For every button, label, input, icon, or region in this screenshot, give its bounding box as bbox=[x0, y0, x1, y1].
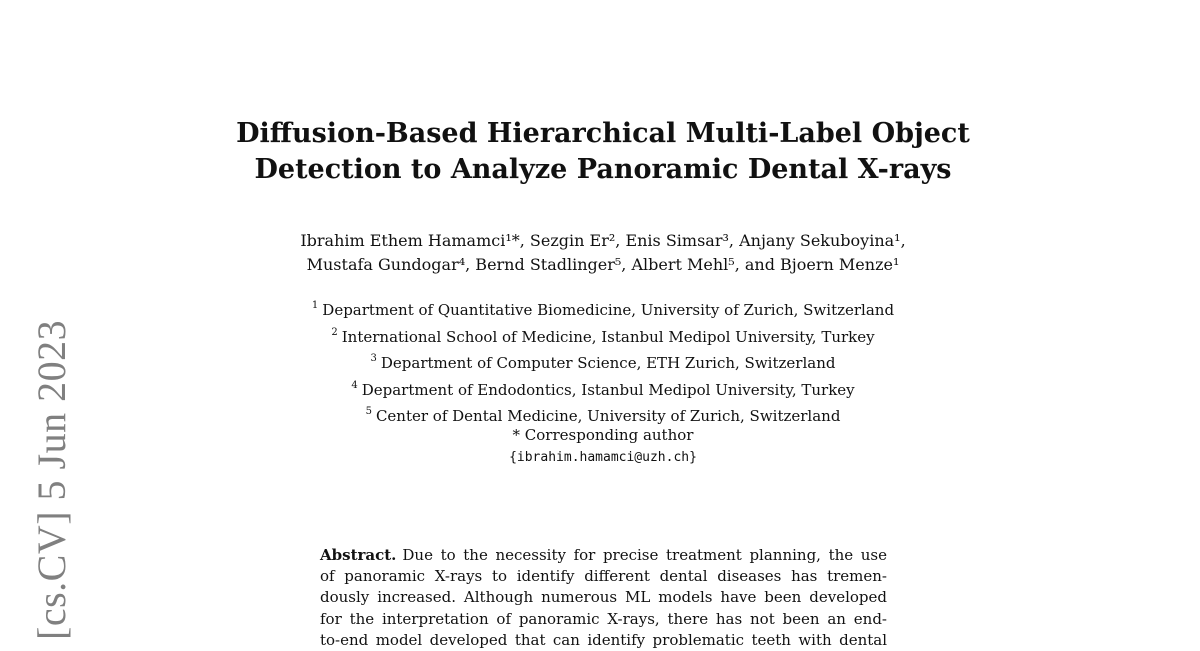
affiliation-2 bbox=[180, 322, 1026, 349]
abstract-line-3: dously increased. Although numerous ML models have been developed bbox=[320, 588, 887, 607]
arxiv-stamp: [cs.CV] 5 Jun 2023 bbox=[29, 319, 74, 640]
abstract-line-text: Due to the necessity for precise treatment planning, the use bbox=[402, 546, 887, 564]
abstract-heading: Abstract. bbox=[320, 546, 397, 564]
affiliation-number: 4 bbox=[351, 379, 358, 391]
affiliation-text: Department of Computer Science, ETH Zurich, Switzerland bbox=[380, 354, 836, 372]
affiliation-number: 2 bbox=[331, 326, 338, 338]
affiliation-text: Department of Endodontics, Istanbul Medipol University, Turkey bbox=[361, 380, 855, 399]
abstract-line-2: of panoramic X-rays to identify different dental diseases has tremen- bbox=[320, 567, 887, 586]
abstract-line-1 bbox=[320, 545, 887, 566]
authors-line-2: Mustafa Gundogar⁴, Bernd Stadlinger⁵, Albert Mehl⁵, and Bjoern Menze¹ bbox=[306, 255, 900, 274]
affiliation-text: Center of Dental Medicine, University of Zurich, Switzerland bbox=[375, 407, 841, 425]
title-line-2: Detection to Analyze Panoramic Dental X-rays bbox=[254, 154, 952, 185]
paper-title bbox=[200, 116, 1006, 188]
affiliation-number: 3 bbox=[370, 353, 377, 364]
abstract-line-4: for the interpretation of panoramic X-rays, there has not been an end- bbox=[320, 609, 887, 628]
affiliation-1 bbox=[180, 295, 1026, 322]
corresponding-author-note: * Corresponding author bbox=[512, 426, 694, 444]
affiliation-4 bbox=[180, 375, 1026, 402]
abstract bbox=[320, 545, 887, 651]
corresponding-email: {ibrahim.hamamci@uzh.ch} bbox=[509, 450, 697, 465]
affiliation-list bbox=[180, 295, 1026, 428]
affiliation-number: 1 bbox=[311, 300, 319, 311]
affiliation-text: International School of Medicine, Istanbul Medipol University, Turkey bbox=[341, 327, 875, 346]
affiliation-text: Department of Quantitative Biomedicine, University of Zurich, Switzerland bbox=[322, 301, 895, 319]
abstract-line-5: to-end model developed that can identify problematic teeth with dental bbox=[320, 630, 887, 649]
affiliation-number: 5 bbox=[365, 406, 372, 417]
affiliation-3 bbox=[180, 348, 1026, 375]
title-line-1: Diffusion-Based Hierarchical Multi-Label Object bbox=[236, 118, 970, 149]
authors-line-1: Ibrahim Ethem Hamamci¹*, Sezgin Er², Enis Simsar³, Anjany Sekuboyina¹, bbox=[300, 231, 906, 250]
author-list bbox=[180, 229, 1026, 277]
